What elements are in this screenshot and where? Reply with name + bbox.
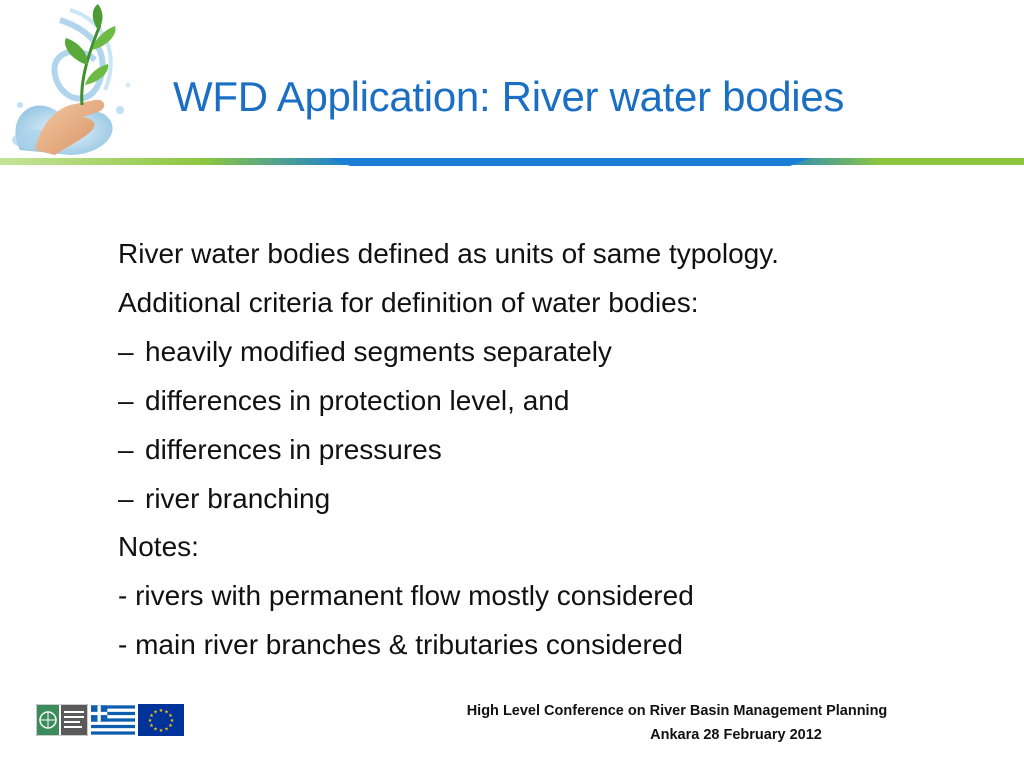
list-item: [118, 230, 978, 279]
list-item: [118, 328, 978, 377]
list-item: [118, 426, 978, 475]
svg-text:★: ★: [153, 709, 158, 716]
water-hand-plant-icon: [0, 0, 150, 162]
list-item: [118, 572, 978, 621]
dash-bullet: –: [118, 384, 134, 416]
svg-text:★: ★: [147, 718, 153, 724]
footer-conference-name: High Level Conference on River Basin Management Planning: [466, 703, 888, 719]
footer-date: Ankara 28 February 2012: [650, 727, 822, 743]
list-item-text: River water bodies defined as units of same typology.: [118, 238, 779, 269]
list-item-text: - main river branches & tributaries considered: [118, 629, 683, 661]
dash-bullet: –: [118, 482, 134, 514]
slide-title: WFD Application: River water bodies: [173, 73, 845, 120]
ministry-logo-icon: [36, 704, 88, 736]
dash-bullet: –: [118, 335, 134, 367]
svg-text:★: ★: [149, 713, 154, 719]
svg-text:★: ★: [149, 723, 154, 729]
list-item: [118, 475, 978, 524]
svg-text:★: ★: [164, 709, 169, 716]
list-item-text: differences in protection level, and: [145, 384, 570, 416]
svg-text:★: ★: [158, 708, 164, 714]
list-item-text: heavily modified segments separately: [145, 335, 612, 367]
footer-logos: [36, 704, 184, 736]
dash-bullet: –: [118, 433, 134, 465]
svg-text:★: ★: [169, 718, 175, 724]
list-item-text: - rivers with permanent flow mostly considered: [118, 580, 694, 612]
eu-flag-icon: [138, 704, 184, 736]
list-item: [118, 523, 978, 572]
svg-text:★: ★: [168, 713, 173, 719]
list-item-text: Notes:: [118, 531, 199, 563]
greece-flag-icon: [91, 704, 135, 736]
svg-text:★: ★: [168, 723, 173, 729]
content-list: [118, 230, 978, 670]
list-item: [118, 279, 978, 328]
list-item-text: Additional criteria for definition of water bodies:: [118, 286, 699, 318]
list-item: [118, 621, 978, 670]
list-item-text: differences in pressures: [145, 433, 442, 465]
header-band: [0, 150, 1024, 170]
svg-text:★: ★: [164, 726, 169, 733]
list-item-text: river branching: [145, 482, 331, 514]
svg-text:★: ★: [153, 726, 158, 733]
svg-text:★: ★: [158, 728, 164, 734]
footer: [360, 699, 994, 747]
list-item: [118, 377, 978, 426]
